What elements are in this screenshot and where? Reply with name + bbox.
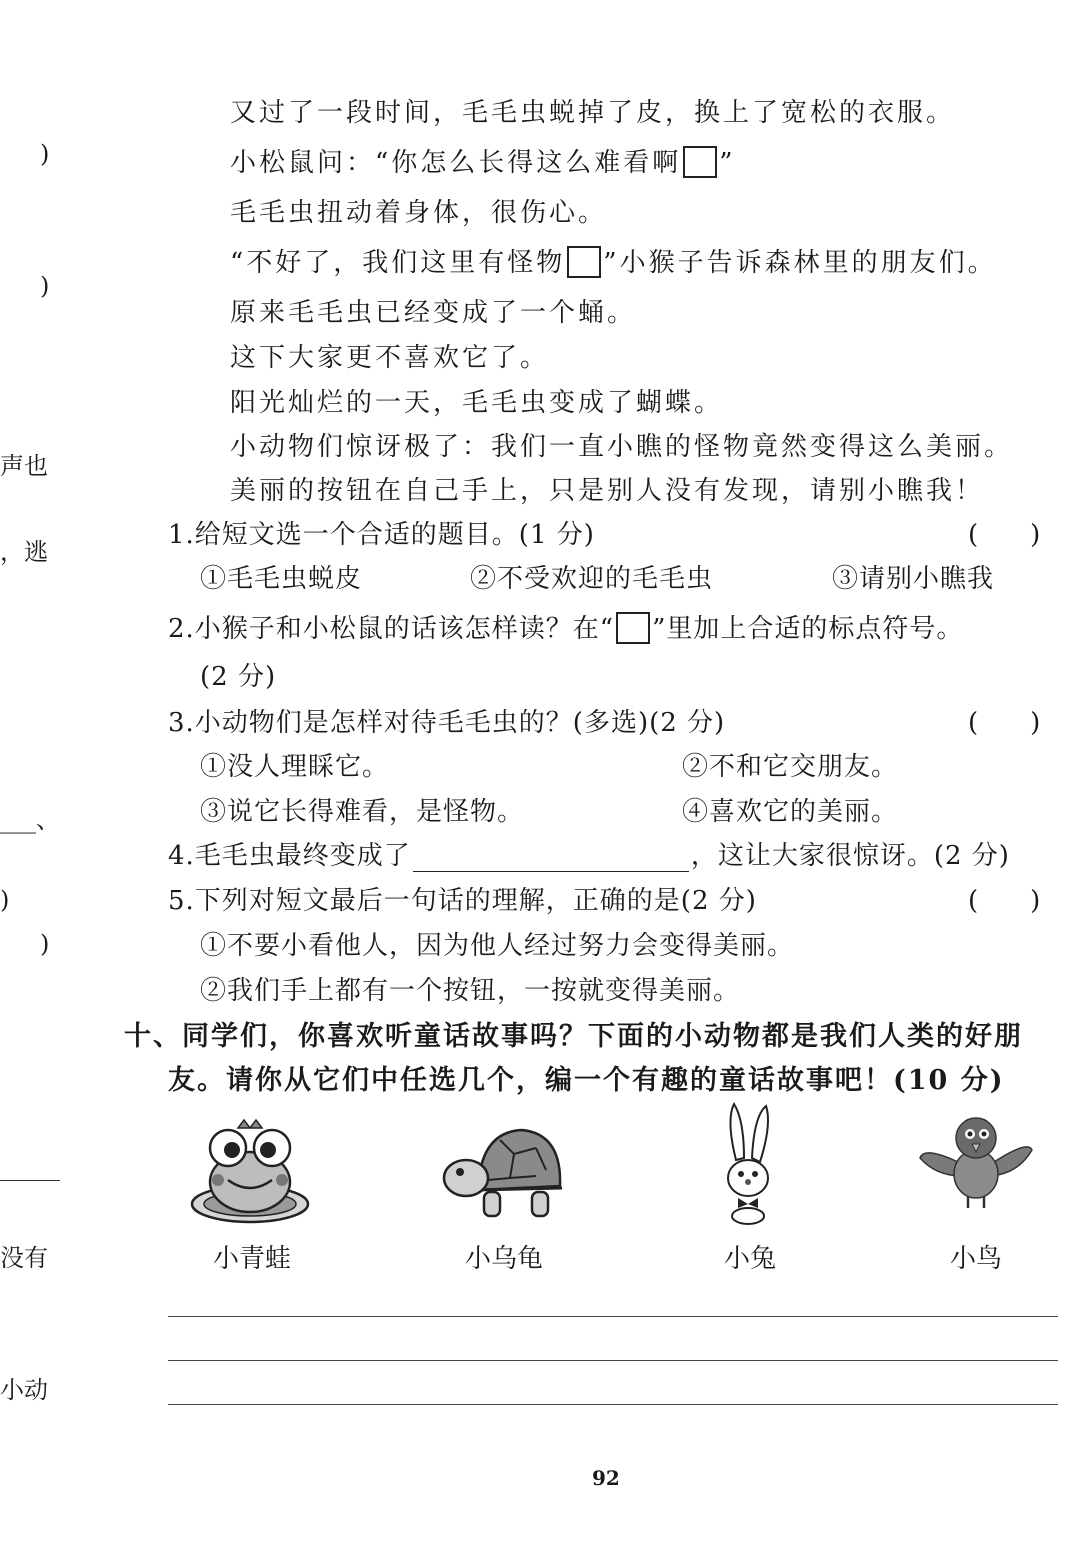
animal-label-frog: 小青蛙 bbox=[212, 1244, 291, 1274]
punctuation-blank-box[interactable] bbox=[683, 146, 717, 178]
question-1-option: ①毛毛虫蜕皮 bbox=[200, 564, 363, 594]
animal-label-bird: 小鸟 bbox=[949, 1244, 1002, 1274]
story-text: 小松鼠问：“你怎么长得这么难看啊 bbox=[230, 148, 682, 178]
edge-fragment: ) bbox=[0, 886, 10, 914]
question-4-text bbox=[168, 835, 1010, 872]
question-1-option: ②不受欢迎的毛毛虫 bbox=[470, 564, 714, 594]
question-2-score: (2 分) bbox=[200, 662, 277, 692]
story-line: 毛毛虫扭动着身体，很伤心。 bbox=[230, 198, 608, 228]
answer-paren[interactable]: ( ) bbox=[968, 886, 1041, 916]
story-line bbox=[230, 142, 736, 180]
edge-fragment: ，逃 bbox=[0, 538, 48, 566]
question-3-option: ④喜欢它的美丽。 bbox=[682, 797, 899, 827]
edge-fragment: ___、 bbox=[0, 806, 60, 834]
answer-blank-line[interactable] bbox=[413, 843, 689, 872]
bird-icon bbox=[918, 1106, 1034, 1214]
page-number: 92 bbox=[592, 1466, 620, 1490]
question-text: 4.毛毛虫最终变成了 bbox=[168, 841, 411, 871]
question-text: ，这让大家很惊讶。(2 分) bbox=[690, 841, 1010, 871]
writing-line[interactable] bbox=[168, 1316, 1058, 1317]
edge-fragment: ) bbox=[40, 272, 50, 300]
question-3-text: 3.小动物们是怎样对待毛毛虫的？(多选)(2 分) bbox=[168, 708, 726, 738]
question-1-option: ③请别小瞧我 bbox=[832, 564, 995, 594]
punctuation-blank-box[interactable] bbox=[567, 246, 601, 278]
writing-line[interactable] bbox=[168, 1404, 1058, 1405]
turtle-icon bbox=[440, 1120, 566, 1224]
story-text: ”小猴子告诉森林里的朋友们。 bbox=[603, 248, 997, 278]
edge-fragment: 没有 bbox=[0, 1244, 48, 1272]
story-line: 阳光灿烂的一天，毛毛虫变成了蝴蝶。 bbox=[230, 388, 724, 418]
question-5-text: 5.下列对短文最后一句话的理解，正确的是(2 分) bbox=[168, 886, 757, 916]
answer-paren[interactable]: ( ) bbox=[968, 520, 1041, 550]
question-2-text bbox=[168, 608, 963, 646]
animal-label-rabbit: 小兔 bbox=[723, 1244, 776, 1274]
story-line: 小动物们惊讶极了：我们一直小瞧的怪物竟然变得这么美丽。 bbox=[230, 432, 1014, 462]
question-3-option: ①没人理睬它。 bbox=[200, 752, 390, 782]
section-10-heading: 十、同学们，你喜欢听童话故事吗？下面的小动物都是我们人类的好朋 bbox=[124, 1021, 1023, 1052]
story-line bbox=[230, 242, 997, 280]
question-text: 2.小猴子和小松鼠的话该怎样读？在“ bbox=[168, 614, 615, 644]
edge-fragment: 小动 bbox=[0, 1376, 48, 1404]
story-line: 美丽的按钮在自己手上，只是别人没有发现，请别小瞧我！ bbox=[230, 476, 985, 506]
edge-fragment: ) bbox=[40, 930, 50, 958]
question-3-option: ②不和它交朋友。 bbox=[682, 752, 899, 782]
punctuation-blank-box bbox=[616, 612, 650, 644]
question-5-option: ②我们手上都有一个按钮，一按就变得美丽。 bbox=[200, 976, 741, 1006]
frog-icon bbox=[188, 1118, 312, 1228]
question-text: ”里加上合适的标点符号。 bbox=[652, 614, 964, 644]
story-line: 这下大家更不喜欢它了。 bbox=[230, 343, 550, 373]
edge-line bbox=[0, 1180, 60, 1181]
story-text: ” bbox=[719, 148, 736, 178]
answer-paren[interactable]: ( ) bbox=[968, 708, 1041, 738]
question-5-option: ①不要小看他人，因为他人经过努力会变得美丽。 bbox=[200, 931, 795, 961]
story-line: 原来毛毛虫已经变成了一个蛹。 bbox=[230, 298, 637, 328]
edge-fragment: ) bbox=[40, 140, 50, 168]
question-1-text: 1.给短文选一个合适的题目。(1 分) bbox=[168, 520, 595, 550]
story-text: “不好了，我们这里有怪物 bbox=[230, 248, 566, 278]
writing-line[interactable] bbox=[168, 1360, 1058, 1361]
question-3-option: ③说它长得难看，是怪物。 bbox=[200, 797, 525, 827]
rabbit-icon bbox=[716, 1100, 780, 1226]
story-line: 又过了一段时间，毛毛虫蜕掉了皮，换上了宽松的衣服。 bbox=[230, 98, 956, 128]
animal-label-turtle: 小乌龟 bbox=[464, 1244, 543, 1274]
section-10-heading-cont: 友。请你从它们中任选几个，编一个有趣的童话故事吧！(10 分) bbox=[168, 1065, 1005, 1096]
edge-fragment: 声也 bbox=[0, 452, 48, 480]
